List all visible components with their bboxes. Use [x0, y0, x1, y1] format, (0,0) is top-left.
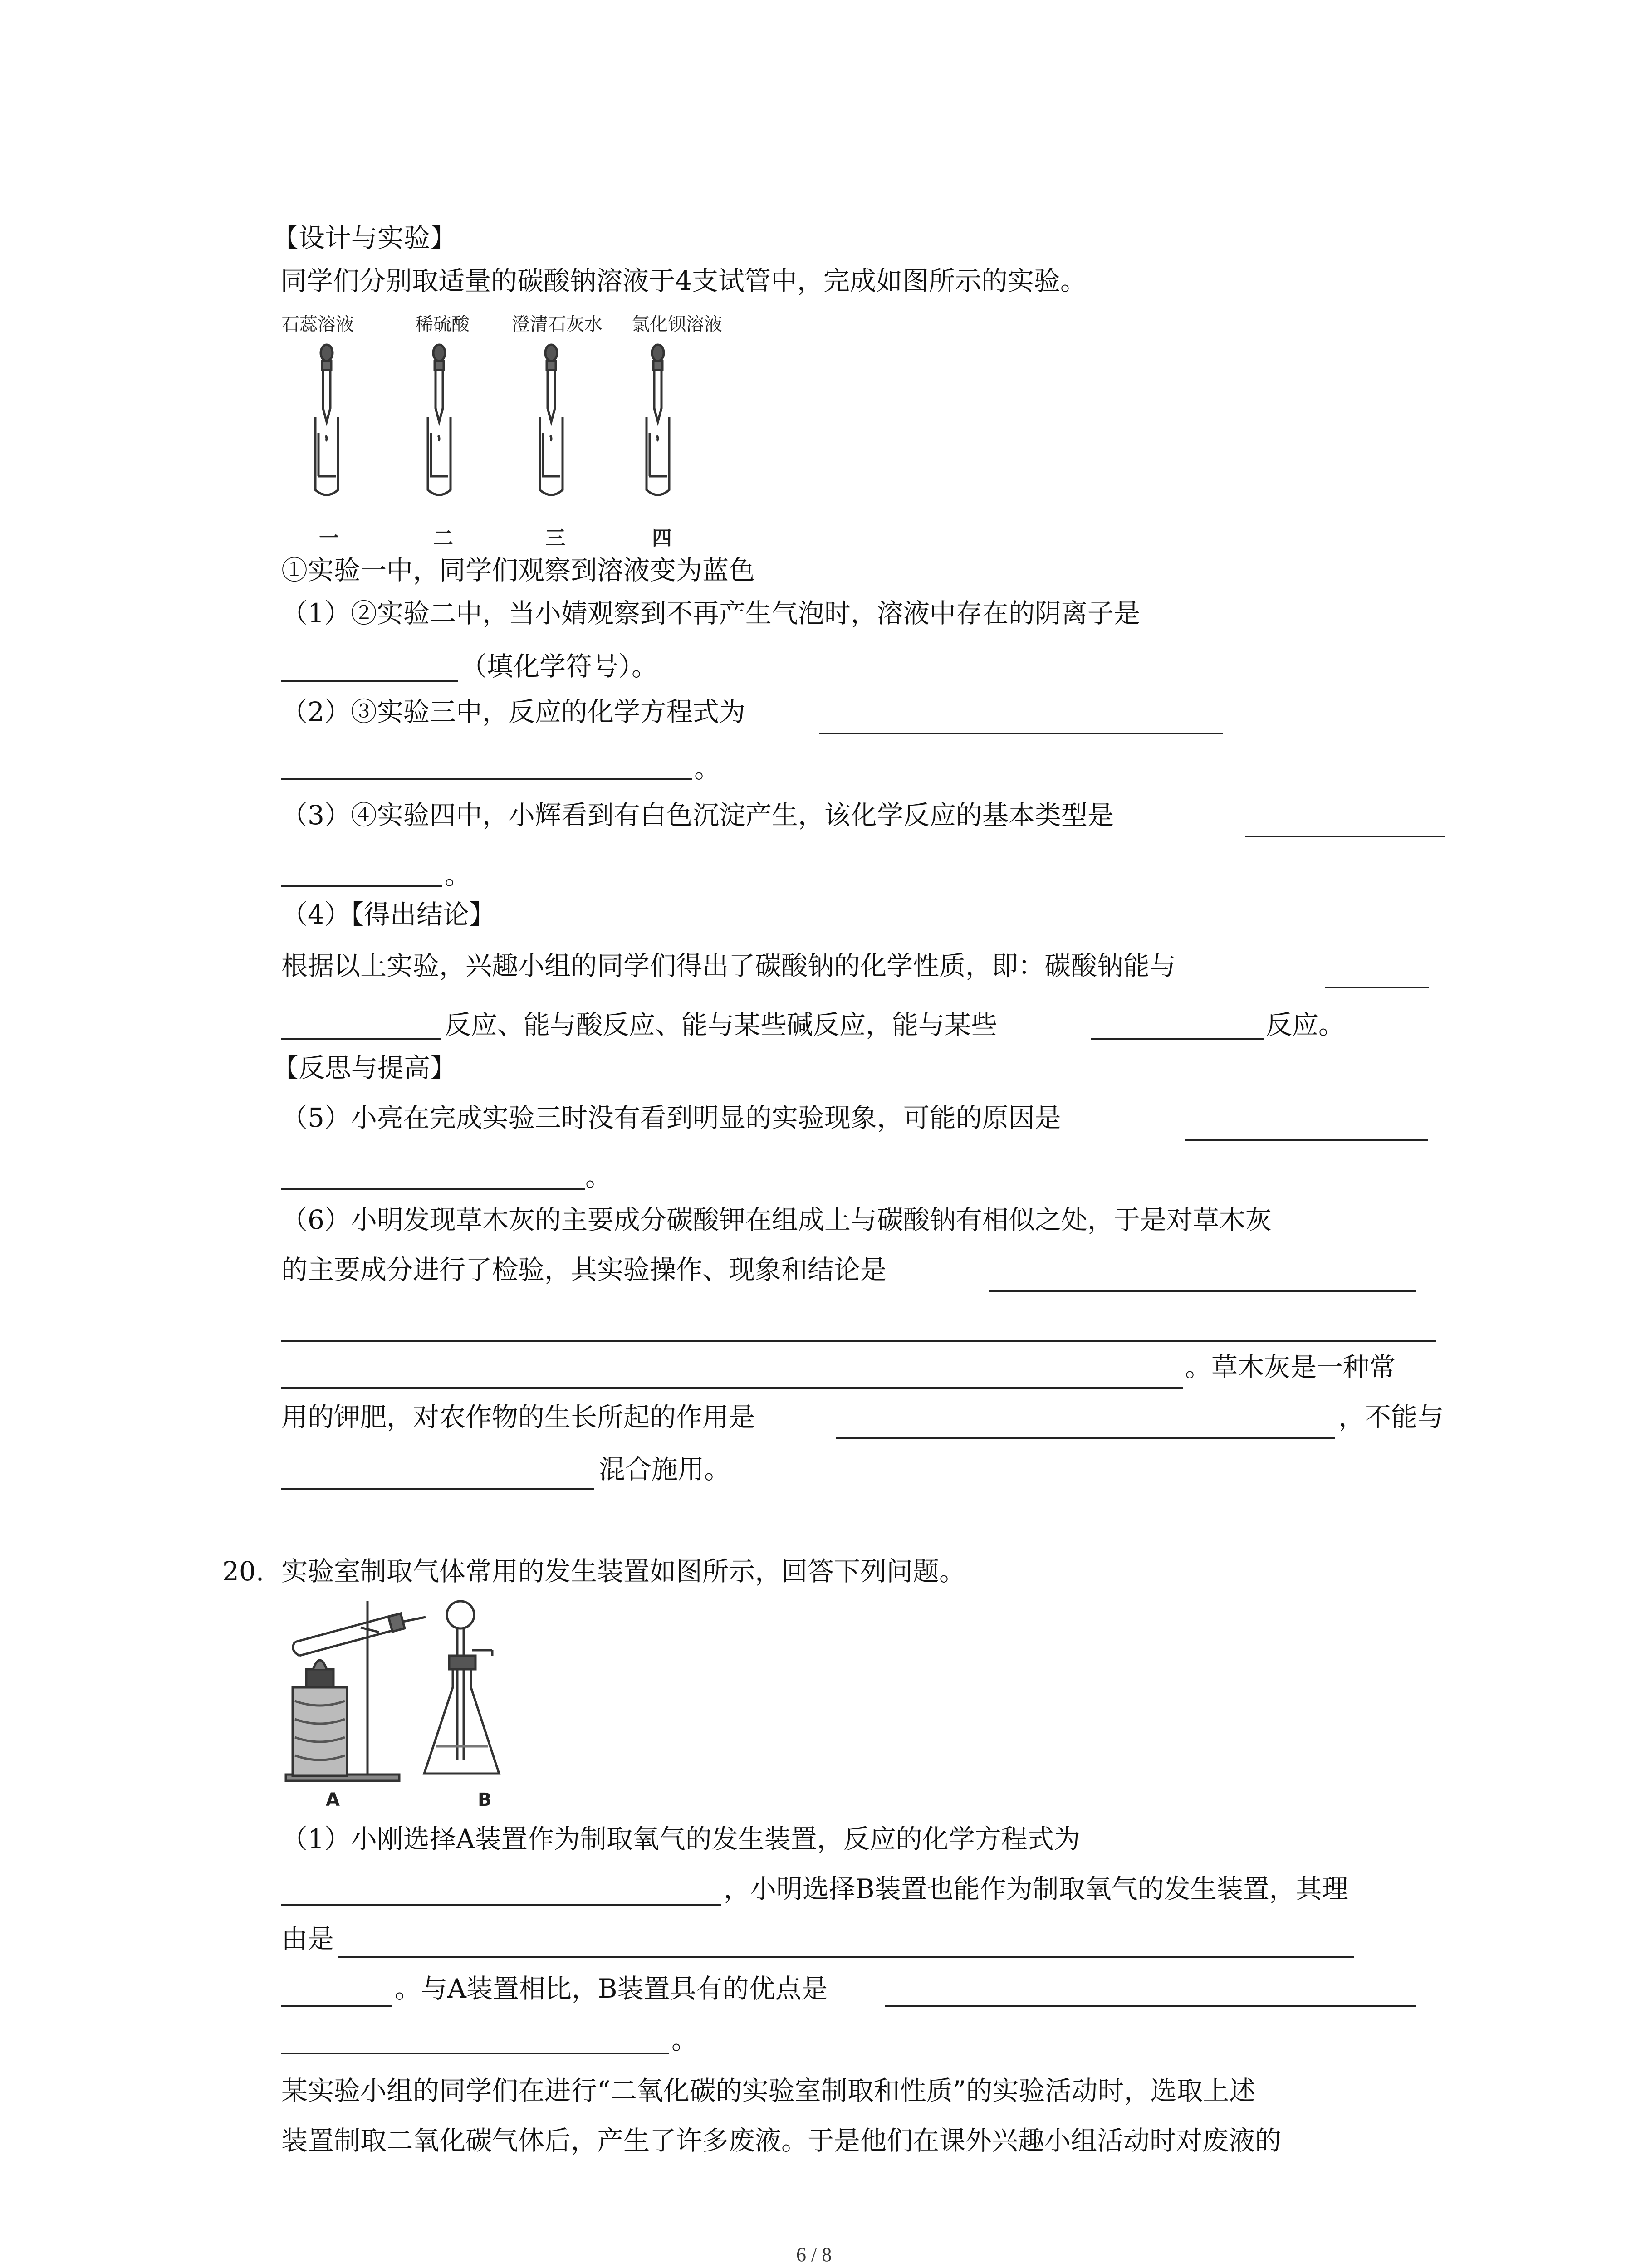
answer-blank-20a[interactable]: [281, 1904, 721, 1906]
reagent-label-1: 石蕊溶液: [281, 314, 354, 335]
line-9: 根据以上实验，兴趣小组的同学们得出了碳酸钠的化学性质，即：碳酸钠能与: [281, 950, 1176, 981]
answer-blank-6d[interactable]: [836, 1437, 1335, 1439]
answer-blank-1[interactable]: [281, 680, 458, 682]
line-12: （5）小亮在完成实验三时没有看到明显的实验现象，可能的原因是: [281, 1102, 1061, 1133]
answer-blank-6e[interactable]: [281, 1488, 594, 1490]
line-17b: ，不能与: [1338, 1402, 1444, 1432]
intro-text: 同学们分别取适量的碳酸钠溶液于4支试管中，完成如图所示的实验。: [280, 265, 1087, 296]
apparatus-a: [286, 1601, 426, 1781]
page-number: 6 / 8: [796, 2244, 832, 2266]
line-18: 混合施用。: [599, 1454, 731, 1485]
answer-blank-6c[interactable]: [281, 1387, 1183, 1389]
line-7: 。: [445, 860, 471, 890]
answer-blank-4c[interactable]: [1091, 1038, 1264, 1040]
line-3: （填化学符号）。: [460, 651, 658, 682]
answer-blank-3b[interactable]: [281, 885, 442, 887]
answer-blank-2a[interactable]: [819, 733, 1223, 734]
answer-blank-20c[interactable]: [281, 2005, 392, 2007]
reagent-label-3: 澄清石灰水: [512, 314, 603, 335]
apparatus-b-label: B: [478, 1789, 492, 1810]
line-14: （6）小明发现草木灰的主要成分碳酸钾在组成上与碳酸钠有相似之处，于是对草木灰: [281, 1204, 1272, 1235]
reagent-label-2: 稀硫酸: [415, 314, 470, 335]
line-2: （1）②实验二中，当小婧观察到不再产生气泡时，溶液中存在的阴离子是: [281, 598, 1140, 629]
answer-blank-4a[interactable]: [1325, 987, 1429, 988]
tube-number-3: 三: [545, 527, 565, 550]
line-11: 【反思与提高】: [272, 1052, 457, 1083]
answer-blank-6a[interactable]: [989, 1290, 1416, 1292]
test-tubes-figure: [290, 340, 699, 503]
question-20-part7: 装置制取二氧化碳气体后，产生了许多废液。于是他们在课外兴趣小组活动时对废液的: [281, 2125, 1282, 2156]
question-20-part2: ，小明选择B装置也能作为制取氧气的发生装置，其理: [724, 1873, 1348, 1904]
line-5: 。: [694, 753, 721, 784]
tube-number-1: 一: [319, 527, 339, 550]
question-20-part1: （1）小刚选择A装置作为制取氧气的发生装置，反应的化学方程式为: [281, 1823, 1080, 1854]
test-tube-4: [647, 345, 669, 495]
section-design-heading: 【设计与实验】: [272, 222, 457, 253]
apparatus-figure: [281, 1597, 535, 1787]
question-20-number: 20.: [222, 1556, 265, 1587]
answer-blank-20e[interactable]: [281, 2053, 669, 2054]
tube-number-2: 二: [433, 527, 453, 550]
line-13: 。: [585, 1161, 612, 1192]
line-4: （2）③实验三中，反应的化学方程式为: [281, 696, 745, 727]
question-20-part3: 由是: [281, 1923, 334, 1954]
answer-blank-4b[interactable]: [281, 1038, 441, 1040]
answer-blank-20d[interactable]: [885, 2005, 1416, 2007]
apparatus-b: [424, 1601, 499, 1774]
test-tube-3: [540, 345, 563, 495]
answer-blank-20b[interactable]: [338, 1956, 1354, 1958]
answer-blank-6b[interactable]: [281, 1340, 1436, 1342]
apparatus-a-label: A: [326, 1789, 340, 1810]
line-1: ①实验一中，同学们观察到溶液变为蓝色: [281, 555, 755, 586]
question-20-part6: 某实验小组的同学们在进行“二氧化碳的实验室制取和性质”的实验活动时，选取上述: [281, 2075, 1256, 2106]
test-tube-1: [315, 345, 338, 495]
reagent-label-4: 氯化钡溶液: [632, 314, 722, 335]
line-10a: 反应、能与酸反应、能与某些碱反应，能与某些: [445, 1009, 998, 1040]
tube-number-4: 四: [652, 527, 672, 550]
line-16: 。草木灰是一种常: [1185, 1352, 1396, 1383]
line-17a: 用的钾肥，对农作物的生长所起的作用是: [281, 1402, 755, 1432]
question-20-stem: 实验室制取气体常用的发生装置如图所示，回答下列问题。: [281, 1556, 966, 1587]
question-20-part4: 。与A装置相比，B装置具有的优点是: [395, 1973, 828, 2004]
line-15: 的主要成分进行了检验，其实验操作、现象和结论是: [281, 1254, 887, 1285]
test-tube-2: [428, 345, 451, 495]
line-8: （4）【得出结论】: [281, 899, 495, 930]
question-20-part5: 。: [671, 2024, 698, 2055]
line-10b: 反应。: [1266, 1009, 1345, 1040]
line-6: （3）④实验四中，小辉看到有白色沉淀产生，该化学反应的基本类型是: [281, 800, 1114, 831]
answer-blank-5b[interactable]: [281, 1188, 585, 1190]
answer-blank-2b[interactable]: [281, 778, 692, 780]
answer-blank-5a[interactable]: [1185, 1139, 1428, 1141]
answer-blank-3a[interactable]: [1245, 836, 1445, 837]
